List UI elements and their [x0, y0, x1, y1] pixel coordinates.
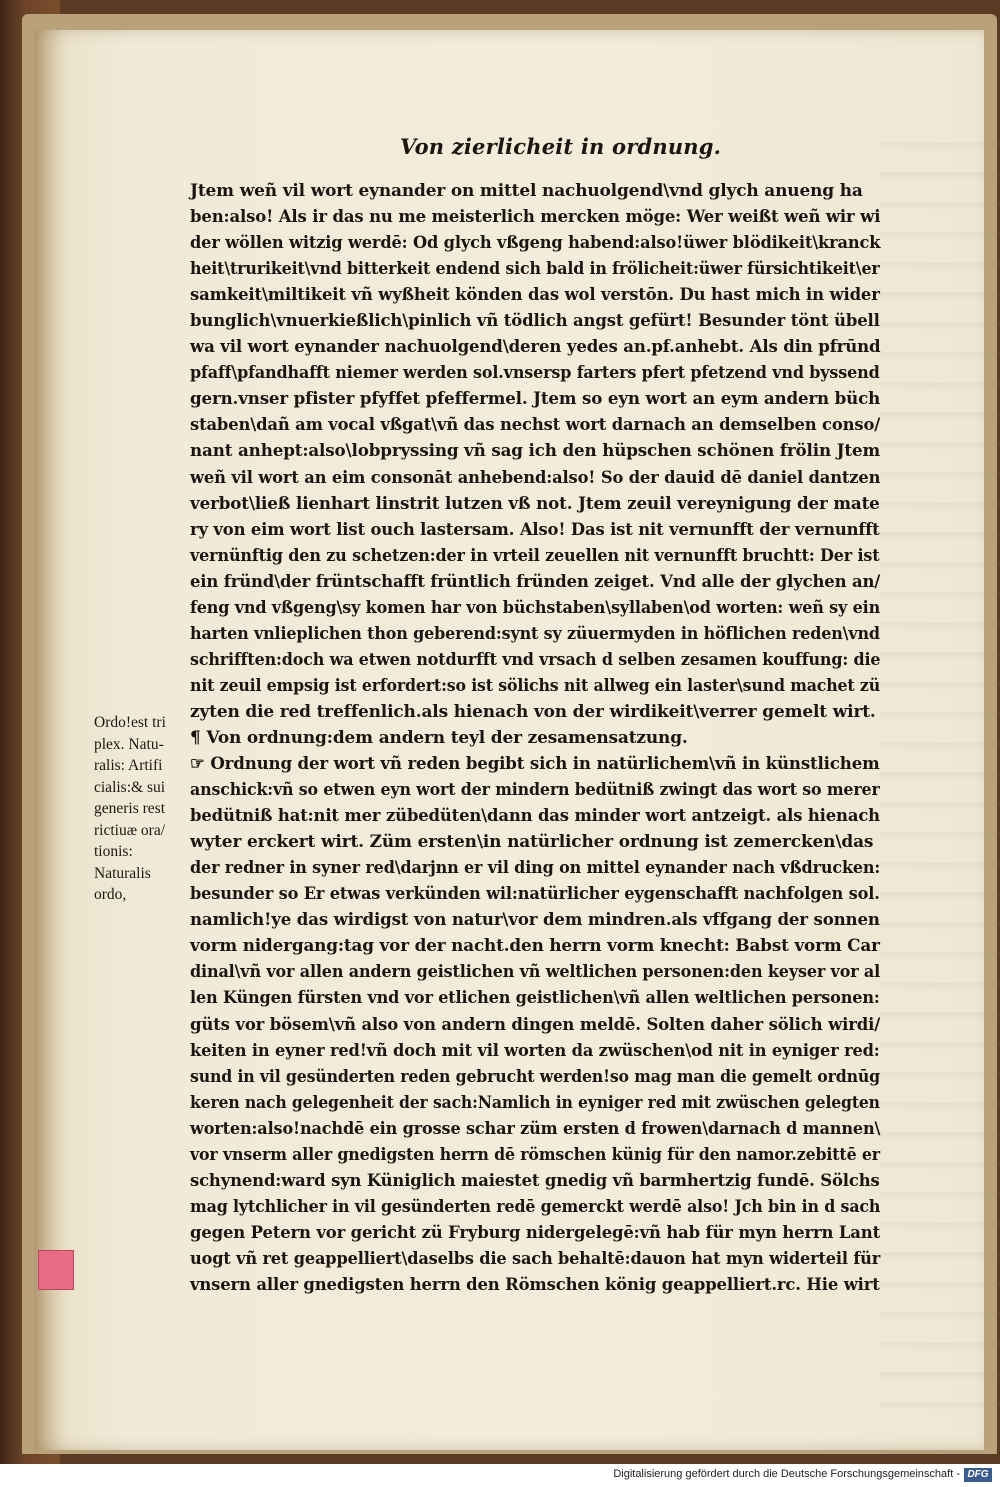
text-line: namlich!ye das wirdigst von natur\vor dem mindren.als vffgang der sonnen — [190, 910, 880, 931]
text-line: vor vnserm aller gnedigsten herrn dē römschen künig für den namor.zebittē er — [190, 1144, 880, 1165]
text-line: vnsern aller gnedigsten herrn den Römschen könig geappelliert.rc. Hie wirt — [190, 1274, 880, 1295]
text-line: staben\dañ am vocal vßgat\vñ das nechst wort darnach an demselben conso/ — [190, 415, 881, 436]
text-line: ben:also! Als ir das nu me meisterlich mercken möge: Wer weißt weñ wir wi — [190, 207, 881, 228]
text-line: verbot\ließ lienhart linstrit lutzen vß not. Jtem zeuil vereynigung der mate — [190, 493, 880, 514]
text-line: len Küngen fürsten vnd vor etlichen geistlichen\vñ allen weltlichen personen: — [190, 988, 880, 1009]
running-header: Von zierlicheit in ordnung. — [400, 134, 722, 159]
text-line: harten vnlieplichen thon geberend:synt sy züuermyden in höflichen reden\vnd — [190, 623, 880, 644]
marginal-note — [94, 712, 186, 906]
margin-note-line: generis rest — [94, 800, 166, 817]
margin-note-line: ordo, — [94, 886, 127, 903]
text-line: schynend:ward syn Küniglich maiestet gnedig vñ barmhertzig fundē. Sölchs — [190, 1170, 880, 1191]
text-line: ry von eim wort list ouch lastersam. Also! Das ist nit vernunfft der vernunfft — [190, 519, 880, 540]
text-line: feng vnd vßgeng\sy komen har von büchstaben\syllaben\od worten: weñ sy ein — [190, 597, 881, 618]
text-line: der wöllen witzig werdē: Od glych vßgeng habend:also!üwer blödikeit\kranck — [190, 233, 881, 254]
text-line: sund in vil gesünderten reden gebrucht werden!so mag man die gemelt ordnūg — [190, 1066, 880, 1087]
text-line: zyten die red treffenlich.als hienach von der wirdikeit\verrer gemelt wirt. — [190, 701, 876, 722]
text-line: anschick:vñ so etwen eyn wort der mindern bedütniß zwingt das wort so merer — [190, 780, 880, 801]
text-line: pfaff\pfandhafft niemer werden sol.vnsersp farters pfert pfetzend vnd byssend — [190, 363, 880, 384]
text-line: besunder so Er etwas verkünden wil:natürlicher eygenschafft nachfolgen sol. — [190, 884, 880, 905]
margin-note-line: plex. Natu- — [94, 735, 164, 753]
text-line: vorm nidergang:tag vor der nacht.den herrn vorm knecht: Babst vorm Car — [190, 936, 880, 957]
text-line: ☞ Ordnung der wort vñ reden begibt sich in natürlichem\vñ in künstlichem — [190, 754, 880, 775]
text-line: ein fründ\der früntschafft früntlich fründen zeiget. Vnd alle der glychen an/ — [190, 571, 881, 592]
text-line: ¶ Von ordnung:dem andern teyl der zesamensatzung. — [190, 727, 688, 748]
text-line: keren nach gelegenheit der sach:Namlich in eyniger red mit zwüschen gelegten — [190, 1092, 880, 1113]
text-line: Jtem weñ vil wort eynander on mittel nachuolgend\vnd glych anueng ha — [190, 181, 863, 201]
margin-note-line: Ordo!est tri — [94, 714, 166, 731]
text-line: güts vor bösem\vñ also von andern dingen meldē. Solten daher sölich wirdi/ — [190, 1014, 881, 1035]
text-line: schrifften:doch wa etwen notdurfft vnd vrsach d selben zesamen kouffung: die — [190, 649, 881, 670]
body-text-block — [190, 178, 890, 1298]
text-line: mag lytchlicher in vil gesünderten redē gemerckt werdē also! Jch bin in d sach — [190, 1196, 881, 1217]
text-line: nant anhept:also\lobpryssing vñ sag ich den hüpschen schönen frölin Jtem — [190, 441, 881, 462]
text-line: vernünftig den zu schetzen:der in vrteil zeuellen nit vernunfft bruchtt: Der ist — [190, 545, 880, 566]
text-line: heit\trurikeit\vnd bitterkeit endend sich bald in frölicheit:üwer fürsichtikeit\er — [190, 259, 880, 280]
text-line: keiten in eyner red!vñ doch mit vil worten da zwüschen\od nit in eyniger red: — [190, 1040, 880, 1061]
text-line: wa vil wort eynander nachuolgend\deren yedes an.pf.anhebt. Als din pfrūnd — [190, 337, 881, 358]
margin-note-line: tionis: — [94, 843, 133, 860]
text-line: gegen Petern vor gericht zü Fryburg nidergelegē:vñ hab für myn herrn Lant — [190, 1222, 881, 1243]
text-line: worten:also!nachdē ein grosse schar züm ersten d frowen\darnach d mannen\ — [190, 1118, 881, 1139]
show-through-text — [880, 120, 1000, 1420]
text-line: wyter erckert wirt. Züm ersten\in natürlicher ordnung ist zemercken\das — [190, 832, 874, 853]
text-line: der redner in syner red\darjnn er vil ding on mittel eynander nach vßdrucken: — [190, 858, 881, 879]
text-line: uogt vñ ret geappelliert\daselbs die sach behaltē:dauon hat myn widerteil für — [190, 1248, 881, 1269]
margin-note-line: rictiuæ ora/ — [94, 821, 166, 839]
text-line: gern.vnser pfister pfyffet pfeffermel. Jtem so eyn wort an eym andern büch — [190, 389, 881, 410]
margin-note-line: cialis:& sui — [94, 778, 166, 796]
text-line: nit zeuil empsig ist erfordert:so ist sölichs nit allweg ein laster\sund machet zü — [190, 675, 881, 696]
page-marker-tab — [38, 1250, 74, 1290]
dfg-logo: DFG — [964, 1468, 992, 1482]
text-line: weñ vil wort an eim consonāt anhebend:also! So der dauid dē daniel dantzen — [190, 467, 881, 488]
text-line: bunglich\vnuerkießlich\pinlich vñ tödlich angst gefürt! Besunder tönt übell — [190, 311, 880, 332]
gutter-shadow — [34, 30, 64, 1450]
text-line: dinal\vñ vor allen andern geistlichen vñ weltlichen personen:den keyser vor al — [190, 962, 881, 983]
funding-credit: Digitalisierung gefördert durch die Deutsche Forschungsgemeinschaft - — [613, 1468, 960, 1480]
footer-bar — [0, 1464, 1000, 1487]
margin-note-line: Naturalis — [94, 864, 151, 882]
margin-note-line: ralis: Artifi — [94, 757, 163, 774]
text-line: bedütniß hat:nit mer zübedüten\dann das minder wort antzeigt. als hienach — [190, 806, 880, 827]
text-line: samkeit\miltikeit vñ wyßheit könden das wol verstōn. Du hast mich in wider — [190, 285, 880, 306]
